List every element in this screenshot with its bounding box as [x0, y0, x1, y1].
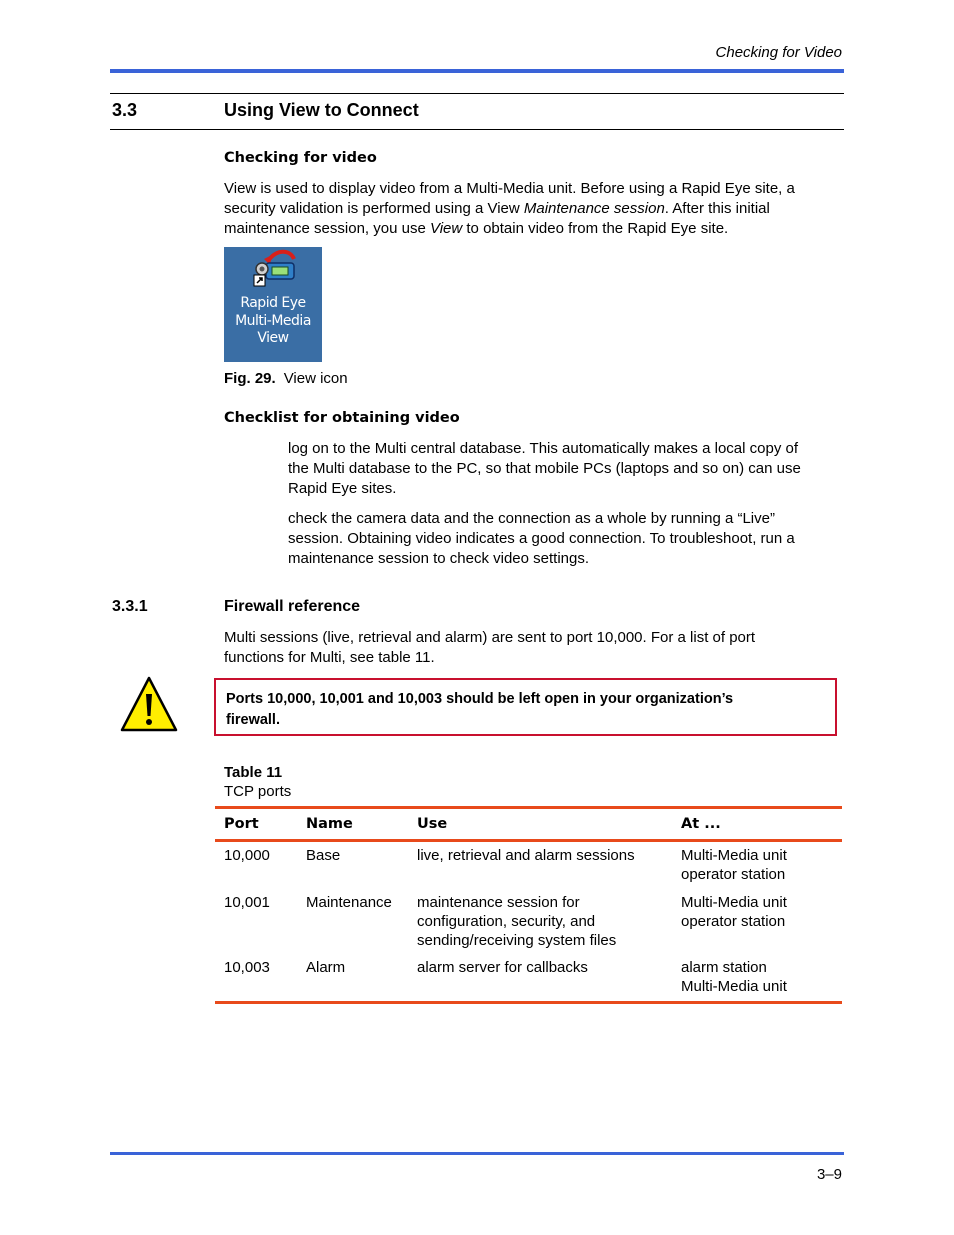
page-number: 3–9: [816, 1166, 842, 1183]
table-cell-port: 10,000: [224, 847, 270, 864]
table-cell-name: Maintenance: [306, 894, 392, 911]
figure-caption-text: View icon: [283, 370, 348, 387]
table-bottom-rule: [215, 1001, 842, 1004]
checking-heading: Checking for video: [224, 150, 377, 166]
table-header-use: Use: [417, 816, 448, 832]
header-rule: [110, 69, 844, 73]
table-cell-at: Multi-Media unit operator station: [681, 847, 787, 883]
section-top-rule: [110, 93, 844, 94]
table-cell-name: Base: [306, 847, 341, 864]
icon-label: Rapid Eye Multi-Media View: [235, 295, 311, 346]
checklist-item: check the camera data and the connection as a whole by running a “Live” session. Obtaining video indicates a good connection. To troubleshoot, run a maintenance session to check video settings.: [288, 510, 795, 567]
warning-box: [214, 678, 837, 736]
table-header-at: At ...: [681, 816, 721, 832]
table-cell-use: alarm server for callbacks: [417, 959, 588, 976]
section-title: Using View to Connect: [224, 100, 419, 120]
checklist-heading: Checklist for obtaining video: [224, 410, 460, 426]
section-number: 3.3: [112, 100, 138, 120]
checking-paragraph: [224, 179, 834, 239]
section-bottom-rule: [110, 129, 844, 130]
checklist-item: log on to the Multi central database. This automatically makes a local copy of the Multi database to the PC, so that mobile PCs (laptops and so on) can use Rapid Eye sites.: [288, 440, 801, 497]
table-cell-at: alarm station Multi-Media unit: [681, 959, 787, 995]
table-cell-name: Alarm: [306, 959, 346, 976]
subsection-number: 3.3.1: [112, 598, 148, 615]
warning-text: Ports 10,000, 10,001 and 10,003 should be left open in your organization’s firewall.: [226, 691, 734, 728]
table-cell-use: live, retrieval and alarm sessions: [417, 847, 635, 864]
table-cell-at: Multi-Media unit operator station: [681, 894, 787, 930]
view-app-icon: [224, 247, 322, 362]
table-cell-port: 10,003: [224, 959, 270, 976]
para-line: View is used to display video from a Multi-Media unit. Before using a Rapid Eye site, a: [224, 180, 795, 197]
table-header-rule: [215, 839, 842, 842]
table-top-rule: [215, 806, 842, 809]
para-line: security validation is performed using a View Maintenance session. After this initial: [224, 200, 770, 217]
table-label: Table 11: [224, 764, 283, 781]
running-header: Checking for Video: [715, 44, 842, 61]
table-header-port: Port: [224, 816, 259, 832]
table-caption: TCP ports: [224, 783, 292, 800]
warning-icon: [120, 676, 178, 732]
firewall-paragraph: Multi sessions (live, retrieval and alarm) are sent to port 10,000. For a list of port functions for Multi, see table 11.: [224, 629, 756, 666]
footer-rule: [110, 1152, 844, 1155]
table-header-name: Name: [306, 816, 353, 832]
figure-caption: [224, 370, 348, 387]
table-cell-port: 10,001: [224, 894, 270, 911]
camera-icon: [224, 247, 322, 295]
subsection-title: Firewall reference: [224, 598, 361, 615]
table-cell-use: maintenance session for configuration, security, and sending/receiving system files: [417, 894, 617, 949]
para-line: maintenance session, you use View to obtain video from the Rapid Eye site.: [224, 220, 729, 237]
figure-number: Fig. 29.: [224, 370, 276, 387]
